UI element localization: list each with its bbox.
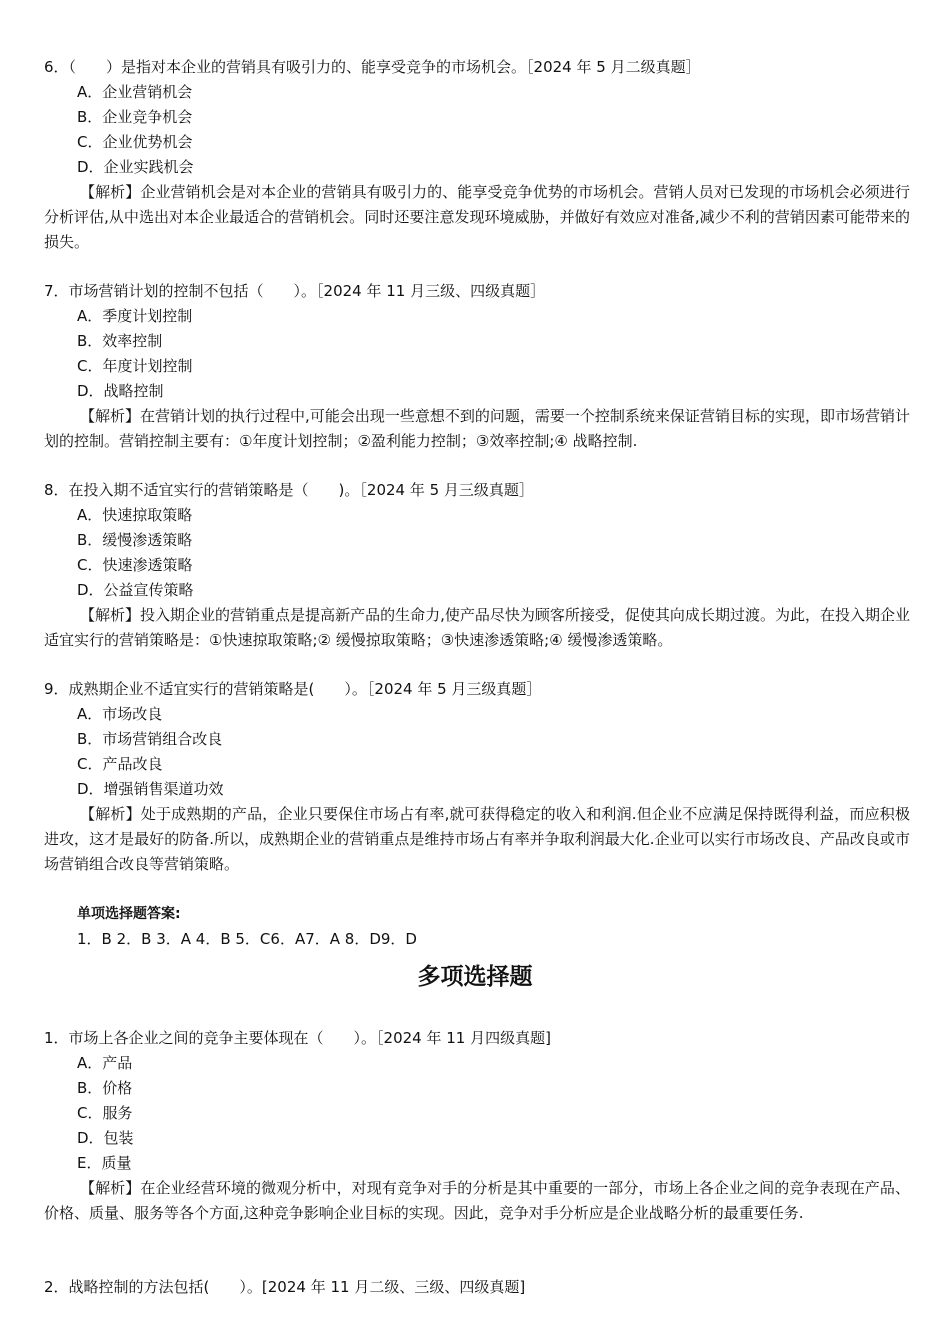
option-a: A．快速掠取策略 <box>77 506 193 524</box>
option-b: B．市场营销组合改良 <box>77 730 223 748</box>
option-d: D．企业实践机会 <box>77 158 194 176</box>
option-b: B．缓慢渗透策略 <box>77 531 193 549</box>
question-9 <box>44 677 910 877</box>
option-c: C．服务 <box>77 1104 133 1122</box>
question-6 <box>44 55 910 255</box>
option-d: D．战略控制 <box>77 382 164 400</box>
option-c: C．企业优势机会 <box>77 133 193 151</box>
option-e: E．质量 <box>77 1154 132 1172</box>
option-d: D．公益宣传策略 <box>77 581 194 599</box>
question-stem: 7．市场营销计划的控制不包括（ ）。［2024 年 11 月三级、四级真题］ <box>44 282 546 300</box>
option-a: A．企业营销机会 <box>77 83 193 101</box>
option-c: C．产品改良 <box>77 755 163 773</box>
multi-question-2 <box>44 1275 910 1300</box>
explanation: 【解析】在企业经营环境的微观分析中，对现有竞争对手的分析是其中重要的一部分，市场上各企业之间的竞争表现在产品、价格、质量、服务等各个方面,这种竞争影响企业目标的实现。因此，竞争对手分析应是企业战略分析的最重要任务. <box>44 1179 910 1222</box>
question-stem: 9．成熟期企业不适宜实行的营销策略是( ）。［2024 年 5 月三级真题］ <box>44 680 542 698</box>
question-stem: 6．（ ）是指对本企业的营销具有吸引力的、能享受竞争的市场机会。［2024 年 5 月二级真题］ <box>44 58 701 76</box>
option-c: C．快速渗透策略 <box>77 556 193 574</box>
option-b: B．企业竞争机会 <box>77 108 193 126</box>
multi-question-1 <box>44 1026 910 1226</box>
question-stem: 1．市场上各企业之间的竞争主要体现在（ ）。［2024 年 11 月四级真题] <box>44 1029 551 1047</box>
explanation: 【解析】处于成熟期的产品，企业只要保住市场占有率,就可获得稳定的收入和利润.但企业不应满足保持既得利益，而应积极进攻，这才是最好的防备.所以，成熟期企业的营销重点是维持市场占有率并争取利润最大化.企业可以实行市场改良、产品改良或市场营销组合改良等营销策略。 <box>44 805 910 873</box>
option-a: A．市场改良 <box>77 705 163 723</box>
explanation: 【解析】投入期企业的营销重点是提高新产品的生命力,使产品尽快为顾客所接受，促使其向成长期过渡。为此，在投入期企业适宜实行的营销策略是：①快速掠取策略;② 缓慢掠取策略；③快速渗透策略;④ 缓慢渗透策略。 <box>44 606 910 649</box>
answers-heading: 单项选择题答案: <box>77 906 181 922</box>
question-7 <box>44 279 910 454</box>
answers-text: 1．B 2．B 3．A 4．B 5．C6．A7．A 8．D9．D <box>77 930 417 948</box>
section-title: 多项选择题 <box>417 963 533 990</box>
option-c: C．年度计划控制 <box>77 357 193 375</box>
option-d: D．增强销售渠道功效 <box>77 780 224 798</box>
explanation: 【解析】在营销计划的执行过程中,可能会出现一些意想不到的问题，需要一个控制系统来保证营销目标的实现，即市场营销计划的控制。营销控制主要有：①年度计划控制；②盈利能力控制；③效率控制;④ 战略控制. <box>44 407 910 450</box>
option-b: B．效率控制 <box>77 332 163 350</box>
option-d: D．包装 <box>77 1129 134 1147</box>
option-a: A．产品 <box>77 1054 133 1072</box>
option-a: A．季度计划控制 <box>77 307 193 325</box>
option-b: B．价格 <box>77 1079 133 1097</box>
question-8 <box>44 478 910 653</box>
question-stem: 2．战略控制的方法包括( ）。[2024 年 11 月二级、三级、四级真题] <box>44 1278 526 1296</box>
explanation: 【解析】企业营销机会是对本企业的营销具有吸引力的、能享受竞争优势的市场机会。营销人员对已发现的市场机会必须进行分析评估,从中选出对本企业最适合的营销机会。同时还要注意发现环境威胁，并做好有效应对准备,减少不利的营销因素可能带来的损失。 <box>44 183 910 251</box>
question-stem: 8．在投入期不适宜实行的营销策略是（ )。［2024 年 5 月三级真题］ <box>44 481 534 499</box>
